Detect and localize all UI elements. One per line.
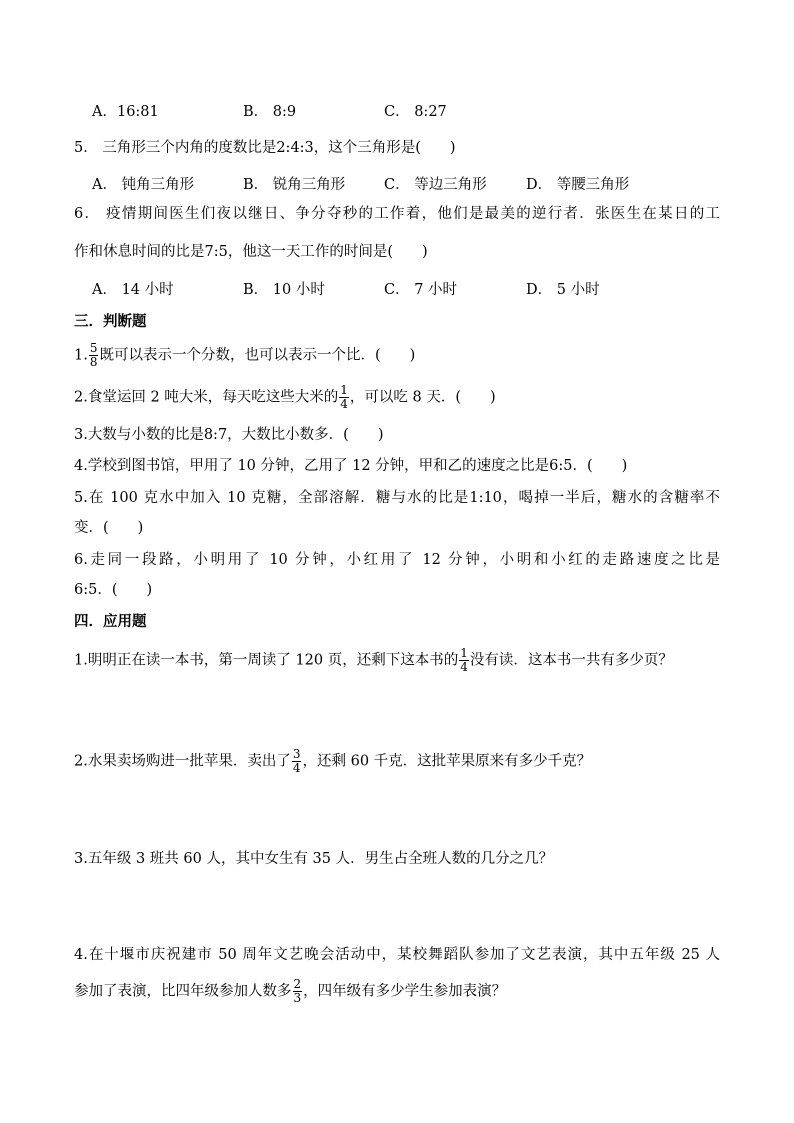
frac-den: 4 <box>292 761 301 775</box>
section4-title: 四．应用题 <box>74 613 147 630</box>
j1-suffix: 既可以表示一个分数，也可以表示一个比．( ) <box>99 347 416 364</box>
judgment-5-line2: 变．( ) <box>74 520 144 536</box>
q4-option-a: A．16:81 <box>92 104 159 120</box>
frac-den: 3 <box>293 991 302 1005</box>
q6-option-b: B． 10 小时 <box>243 282 325 298</box>
judgment-5-line1: 5.在 100 克水中加入 10 克糖，全部溶解．糖与水的比是1:10，喝掉一半后，糖水的含糖率不 <box>74 490 720 506</box>
a4-prefix: 参加了表演，比四年级参加人数多 <box>74 983 292 1000</box>
j2-prefix: 2.食堂运回 2 吨大米，每天吃这些大米的 <box>74 389 339 406</box>
j1-prefix: 1. <box>74 347 88 364</box>
application-3: 3.五年级 3 班共 60 人，其中女生有 35 人．男生占全班人数的几分之几？ <box>74 851 554 867</box>
frac-num: 3 <box>292 747 301 761</box>
q5-option-a: A． 钝角三角形 <box>92 177 195 193</box>
frac-num: 1 <box>340 383 348 397</box>
judgment-1 <box>74 342 415 369</box>
q5-option-d: D． 等腰三角形 <box>526 177 630 193</box>
frac-num: 5 <box>89 341 98 355</box>
frac-num: 2 <box>293 977 302 991</box>
q4-option-c: C． 8:27 <box>384 104 447 120</box>
judgment-6-line2: 6:5．( ) <box>74 582 153 598</box>
q5-option-b: B． 锐角三角形 <box>243 177 346 193</box>
j2-suffix: ，可以吃 8 天．( ) <box>349 389 496 406</box>
q4-option-b: B． 8:9 <box>243 104 297 120</box>
a4-suffix: ，四年级有多少学生参加表演？ <box>303 983 507 1000</box>
a2-suffix: ，还剩 60 千克．这批苹果原来有多少千克？ <box>302 753 592 770</box>
q6-line2: 作和休息时间的比是7:5，他这一天工作的时间是( ) <box>74 244 428 260</box>
fraction-1-4 <box>339 384 349 411</box>
judgment-6-line1: 6.走同一段路，小明用了 10 分钟，小红用了 12 分钟，小明和小红的走路速度之比是 <box>74 552 720 568</box>
fraction-5-8 <box>89 342 99 369</box>
q6-option-d: D． 5 小时 <box>526 282 600 298</box>
application-4-line1: 4.在十堰市庆祝建市 50 周年文艺晚会活动中，某校舞蹈队参加了文艺表演，其中五年级 25 人 <box>74 947 720 963</box>
fraction-2-3 <box>293 978 303 1005</box>
application-2 <box>74 748 591 775</box>
application-4-line2 <box>74 978 506 1005</box>
q6-option-a: A． 14 小时 <box>92 282 174 298</box>
frac-den: 4 <box>340 397 348 411</box>
frac-den: 4 <box>460 660 468 674</box>
judgment-2 <box>74 384 496 411</box>
a2-prefix: 2.水果卖场购进一批苹果．卖出了 <box>74 753 291 770</box>
application-1 <box>74 647 673 674</box>
q5-text: 5． 三角形三个内角的度数比是2:4:3，这个三角形是( ) <box>74 140 456 156</box>
frac-den: 8 <box>89 355 98 369</box>
q6-option-c: C． 7 小时 <box>384 282 458 298</box>
judgment-4: 4.学校到图书馆，甲用了 10 分钟，乙用了 12 分钟，甲和乙的速度之比是6:5．( ) <box>74 458 628 474</box>
fraction-1-4 <box>459 647 469 674</box>
a1-suffix: 没有读．这本书一共有多少页？ <box>469 652 673 669</box>
fraction-3-4 <box>292 748 302 775</box>
frac-num: 1 <box>460 646 468 660</box>
judgment-3: 3.大数与小数的比是8:7，大数比小数多．( ) <box>74 427 384 443</box>
a1-prefix: 1.明明正在读一本书，第一周读了 120 页，还剩下这本书的 <box>74 652 459 669</box>
q5-option-c: C． 等边三角形 <box>384 177 487 193</box>
section3-title: 三．判断题 <box>74 313 147 330</box>
q6-line1: 6． 疫情期间医生们夜以继日、争分夺秒的工作着，他们是最美的逆行者．张医生在某日的工 <box>74 206 720 222</box>
